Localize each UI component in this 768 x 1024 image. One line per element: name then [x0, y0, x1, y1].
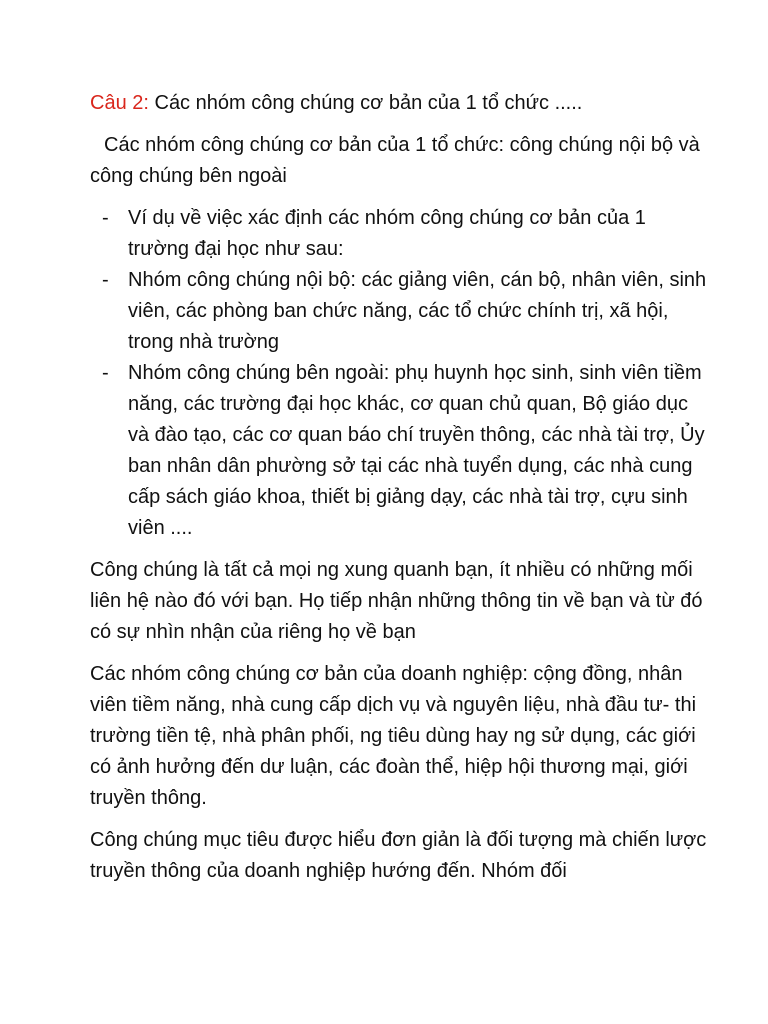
dash-bullet: - — [102, 269, 109, 291]
list-item-text: Nhóm công chúng nội bộ: các giảng viên, cán bộ, nhân viên, sinh viên, các phòng ban chức năng, các tổ chức chính trị, xã hội, trong nhà trường — [128, 269, 707, 353]
intro-paragraph: Các nhóm công chúng cơ bản của 1 tổ chức: công chúng nội bộ và công chúng bên ngoài — [90, 134, 700, 187]
dash-bullet: - — [102, 207, 109, 229]
list-item — [90, 265, 710, 358]
document-page — [90, 88, 710, 898]
list-item-text: Nhóm công chúng bên ngoài: phụ huynh học sinh, sinh viên tiềm năng, các trường đại học khác, cơ quan chủ quan, Bộ giáo dục và đào tạo, các cơ quan báo chí truyền thông, các nhà tài trợ, Ủy ban nhân dân phường sở tại các nhà tuyển dụng, các nhà cung cấp sách giáo khoa, thiết bị giảng dạy, các nhà tài trợ, cựu sinh viên .... — [128, 362, 705, 539]
question-text: Các nhóm công chúng cơ bản của 1 tổ chức ..... — [148, 92, 583, 114]
target-audience-paragraph: Công chúng mục tiêu được hiểu đơn giản là đối tượng mà chiến lược truyền thông của doanh nghiệp hướng đến. Nhóm đối — [90, 829, 707, 882]
definition-paragraph: Công chúng là tất cả mọi ng xung quanh bạn, ít nhiều có những mối liên hệ nào đó với bạn. Họ tiếp nhận những thông tin về bạn và từ đó có sự nhìn nhận của riêng họ về bạn — [90, 559, 703, 643]
list-item — [90, 358, 710, 544]
question-heading — [90, 88, 710, 119]
dash-bullet: - — [102, 362, 109, 384]
question-label: Câu 2: — [90, 92, 149, 114]
list-item-text: Ví dụ về việc xác định các nhóm công chúng cơ bản của 1 trường đại học như sau: — [128, 207, 646, 260]
example-list — [90, 203, 710, 544]
list-item — [90, 203, 710, 265]
business-groups-paragraph: Các nhóm công chúng cơ bản của doanh nghiệp: cộng đồng, nhân viên tiềm năng, nhà cung cấp dịch vụ và nguyên liệu, nhà đầu tư- thi trường tiền tệ, nhà phân phối, ng tiêu dùng hay ng sử dụng, các giới có ảnh hưởng đến dư luận, các đoàn thể, hiệp hội thương mại, giới truyền thông. — [90, 663, 697, 809]
